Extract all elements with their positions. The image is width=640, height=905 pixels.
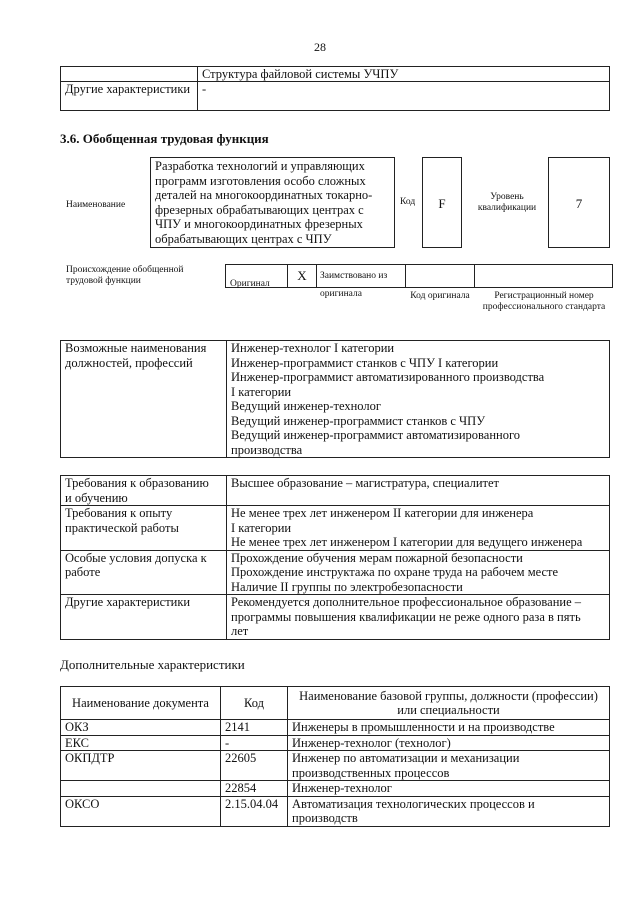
table-row — [61, 82, 610, 111]
doc-cell: ОКЗ — [61, 720, 221, 736]
function-name-box — [150, 157, 395, 248]
requirement-value-line: Не менее трех лет инженером II категории для инженера — [231, 506, 534, 520]
origin-label: Происхождение обобщенной трудовой функции — [66, 265, 184, 286]
code-value: F — [422, 157, 462, 248]
table-row — [61, 781, 610, 797]
table-row — [61, 550, 610, 595]
additional-title: Дополнительные характеристики — [60, 657, 245, 672]
header-doc: Наименование документа — [61, 687, 221, 720]
requirement-value-line: Прохождение обучения мерам пожарной безопасности — [231, 550, 523, 565]
function-name-line: ЧПУ и многокоординатных фрезерных — [155, 217, 363, 232]
reg-number-label: Регистрационный номер профессионального стандарта — [482, 291, 606, 312]
position-item: Инженер-программист станков с ЧПУ I категории — [231, 355, 499, 370]
original-label: Оригинал — [230, 279, 270, 289]
reg-number-cell — [474, 264, 613, 288]
doc-cell — [61, 781, 221, 797]
original-cell — [225, 264, 288, 288]
table-row — [61, 735, 610, 751]
table-row — [61, 595, 610, 640]
position-item: производства — [231, 442, 303, 457]
additional-table — [60, 686, 610, 827]
requirement-value-line: Наличие II группы по электробезопасности — [231, 579, 463, 594]
position-item: Ведущий инженер-программист станков с ЧПУ — [231, 413, 486, 428]
name-line: Инженер по автоматизации и механизации — [292, 751, 520, 765]
name-line: Инженеры в промышленности и на производстве — [292, 720, 555, 734]
position-item: I категории — [231, 384, 292, 399]
header-name — [288, 687, 610, 720]
name-cell — [288, 796, 610, 826]
header-name-line: или специальности — [397, 703, 500, 717]
name-cell — [288, 720, 610, 736]
function-name-line: деталей на многокоординатных токарно- — [155, 188, 373, 203]
code-cell: - — [221, 735, 288, 751]
header-name-line: Наименование базовой группы, должности (профессии) — [299, 688, 598, 703]
name-line: Инженер-технолог — [292, 781, 392, 795]
name-line: Инженер-технолог (технолог) — [292, 735, 451, 750]
requirement-label-line: Особые условия допуска к — [65, 550, 207, 565]
code-label: Код — [400, 197, 416, 207]
positions-table — [60, 340, 610, 458]
requirement-value-line: Не менее трех лет инженером I категории для ведущего инженера — [231, 535, 583, 549]
position-item: Ведущий инженер-программист автоматизированного — [231, 428, 521, 442]
table-cell — [61, 67, 198, 82]
code-cell: 2141 — [221, 720, 288, 736]
requirement-value-line: Высшее образование – магистратура, специалитет — [231, 476, 500, 490]
requirement-value-line: программы повышения квалификации не реже одного раза в пять — [231, 609, 581, 624]
table-row — [61, 796, 610, 826]
header-code: Код — [221, 687, 288, 720]
table-row — [61, 67, 610, 82]
code-cell: 22854 — [221, 781, 288, 797]
name-cell — [288, 781, 610, 797]
other-characteristics-value: - — [198, 82, 610, 111]
name-line: производственных процессов — [292, 765, 450, 780]
requirement-label-line: и обучению — [65, 490, 128, 505]
requirements-table — [60, 475, 610, 640]
original-mark: X — [287, 264, 317, 288]
requirement-value — [227, 595, 610, 640]
borrowed-cell — [316, 264, 406, 299]
name-line: Автоматизация технологических процессов и — [292, 796, 535, 811]
top-characteristics-table — [60, 66, 610, 111]
table-header-row — [61, 687, 610, 720]
requirement-value-line: Рекомендуется дополнительное профессиональное образование – — [231, 595, 582, 609]
level-label: Уровень квалификации — [477, 192, 537, 213]
function-name-line: обрабатывающих центрах с ЧПУ — [155, 231, 332, 246]
requirement-label — [61, 550, 227, 595]
requirement-label — [61, 506, 227, 551]
table-row — [61, 506, 610, 551]
section-title: 3.6. Обобщенная трудовая функция — [60, 131, 269, 146]
table-row — [61, 720, 610, 736]
code-cell: 2.15.04.04 — [221, 796, 288, 826]
requirement-value — [227, 506, 610, 551]
table-cell: Структура файловой системы УЧПУ — [198, 67, 610, 82]
requirement-label-line: работе — [65, 565, 101, 579]
doc-cell: ОКСО — [61, 796, 221, 826]
requirement-label-line: Требования к опыту — [65, 506, 173, 520]
requirement-label — [61, 595, 227, 640]
requirement-value-line: Прохождение инструктажа по охране труда на рабочем месте — [231, 565, 559, 579]
position-item: Ведущий инженер-технолог — [231, 399, 381, 413]
name-label: Наименование — [66, 200, 126, 210]
position-item: Инженер-технолог I категории — [231, 341, 395, 355]
position-item: Инженер-программист автоматизированного производства — [231, 370, 545, 384]
function-name-line: Разработка технологий и управляющих — [155, 159, 365, 173]
positions-label: Возможные наименования должностей, профессий — [61, 341, 227, 458]
name-cell — [288, 735, 610, 751]
doc-cell: ОКПДТР — [61, 751, 221, 781]
function-name-line: фрезерных обрабатывающих центрах с — [155, 202, 364, 217]
level-value: 7 — [548, 157, 610, 248]
name-line: производств — [292, 811, 358, 825]
code-original-cell — [405, 264, 475, 288]
code-original-label: Код оригинала — [410, 291, 470, 301]
requirement-label-line: Другие характеристики — [65, 595, 191, 609]
other-characteristics-label: Другие характеристики — [61, 82, 198, 111]
requirement-value-line: лет — [231, 624, 249, 638]
code-cell: 22605 — [221, 751, 288, 781]
requirement-label-line: практической работы — [65, 520, 179, 535]
requirement-label — [61, 476, 227, 506]
function-name-line: программ изготовления особо сложных — [155, 173, 366, 188]
table-row — [61, 341, 610, 458]
name-cell — [288, 751, 610, 781]
table-row — [61, 751, 610, 781]
doc-cell: ЕКС — [61, 735, 221, 751]
requirement-label-line: Требования к образованию — [65, 476, 209, 490]
borrowed-label: Заимствовано из оригинала — [320, 271, 388, 299]
table-row — [61, 476, 610, 506]
requirement-value — [227, 476, 610, 506]
requirement-value — [227, 550, 610, 595]
positions-list — [227, 341, 610, 458]
page-number: 28 — [314, 40, 326, 54]
requirement-value-line: I категории — [231, 520, 292, 535]
